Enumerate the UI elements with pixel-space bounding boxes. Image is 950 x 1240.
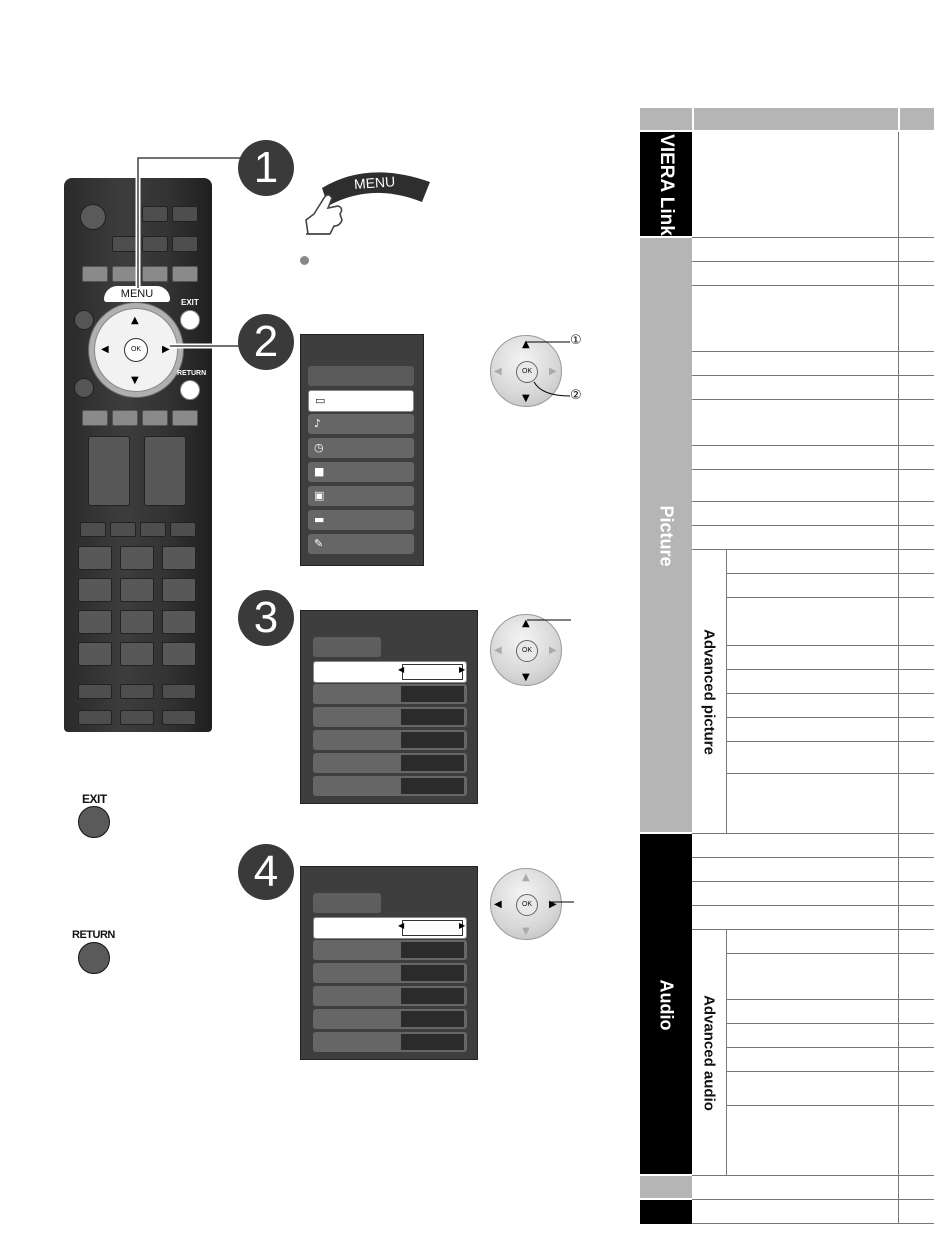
number-key-9[interactable] — [162, 610, 196, 634]
table-row-page — [898, 286, 934, 352]
pressing-hand-icon — [302, 190, 346, 242]
bottom-key-4[interactable] — [78, 710, 112, 725]
grey-key-6[interactable] — [112, 410, 138, 426]
sd-card-icon: ▣ — [314, 489, 325, 502]
step-1-number: 1 — [238, 140, 294, 196]
table-row-page — [898, 1200, 934, 1224]
category-separator — [640, 236, 692, 238]
table-row-page — [898, 1048, 934, 1072]
submenu-title-bar — [313, 893, 381, 913]
number-key-5[interactable] — [120, 578, 154, 602]
table-row-item — [726, 574, 898, 598]
number-key-10[interactable] — [78, 642, 112, 666]
right-arrow-icon[interactable]: ▶ — [162, 344, 170, 355]
table-row-page — [898, 834, 934, 858]
table-row-page — [898, 526, 934, 550]
table-row-page — [898, 502, 934, 526]
bottom-key-2[interactable] — [120, 684, 154, 699]
number-key-6[interactable] — [162, 578, 196, 602]
submenu-title-bar — [313, 637, 381, 657]
submenu-row[interactable] — [313, 986, 467, 1006]
table-row-item — [692, 352, 898, 376]
submenu-row[interactable] — [313, 684, 467, 704]
menu-items-table — [640, 108, 934, 1224]
table-row-page — [898, 1106, 934, 1176]
channel-rocker[interactable] — [144, 436, 186, 506]
submenu-row[interactable] — [313, 963, 467, 983]
row-value-box — [401, 778, 464, 794]
table-row-page — [898, 470, 934, 502]
subgroup-label: Advanced picture — [700, 628, 718, 755]
menu-item-audio[interactable] — [308, 414, 414, 434]
menu-item-cc[interactable] — [308, 510, 414, 530]
table-row-page — [898, 694, 934, 718]
return-key-label: RETURN — [72, 929, 115, 941]
pad-left-arrow-icon[interactable]: ◀ — [494, 899, 502, 910]
subgroup-label: Advanced audio — [700, 994, 718, 1111]
grey-key-8[interactable] — [172, 410, 198, 426]
number-key-4[interactable] — [78, 578, 112, 602]
value-left-arrow-icon[interactable]: ◀ — [398, 665, 405, 674]
callout-1: ① — [570, 333, 582, 348]
table-row-item — [726, 718, 898, 742]
submenu-row-selected[interactable] — [313, 917, 467, 939]
pad-ok-button[interactable]: OK — [516, 894, 538, 916]
table-row-page — [898, 1000, 934, 1024]
bottom-key-6[interactable] — [162, 710, 196, 725]
submenu-row[interactable] — [313, 1032, 467, 1052]
table-row-item — [692, 1176, 898, 1200]
submenu-row[interactable] — [313, 753, 467, 773]
pad-up-arrow-icon[interactable]: ▲ — [522, 872, 530, 883]
row-value-box — [401, 732, 464, 748]
value-right-arrow-icon[interactable]: ▶ — [459, 665, 466, 674]
selected-value-box — [402, 664, 466, 680]
table-header-category — [640, 108, 692, 130]
row-value-box — [401, 686, 464, 702]
category-grey-footer — [640, 1176, 692, 1200]
table-row-item — [726, 694, 898, 718]
table-row-page — [898, 352, 934, 376]
submenu-row-selected[interactable] — [313, 661, 467, 683]
row-value-box — [401, 988, 464, 1004]
submenu-row[interactable] — [313, 1009, 467, 1029]
category-picture — [640, 238, 692, 834]
pad-up-arrow-icon[interactable]: ▲ — [522, 618, 530, 629]
volume-rocker[interactable] — [88, 436, 130, 506]
bottom-key-1[interactable] — [78, 684, 112, 699]
up-arrow-icon[interactable]: ▲ — [131, 315, 139, 326]
category-separator — [640, 1174, 692, 1176]
table-row-item — [692, 502, 898, 526]
table-row-item — [726, 954, 898, 1000]
ok-button[interactable]: OK — [124, 338, 148, 362]
submenu-row[interactable] — [313, 776, 467, 796]
selected-value-box — [402, 920, 466, 936]
power-button[interactable] — [80, 204, 106, 230]
callout-2: ② — [570, 388, 582, 403]
small-key-2[interactable] — [110, 522, 136, 537]
exit-key[interactable] — [78, 806, 110, 838]
menu-key-text: MENU — [353, 173, 396, 193]
table-row-item — [692, 858, 898, 882]
table-row-item — [692, 1200, 898, 1224]
wrench-icon: ✎ — [314, 537, 324, 550]
table-row-page — [898, 262, 934, 286]
table-row-item — [692, 376, 898, 400]
small-key-3[interactable] — [140, 522, 166, 537]
table-row-item — [726, 774, 898, 834]
lock-icon: ■ — [314, 465, 325, 478]
pad-right-arrow-icon[interactable]: ▶ — [549, 366, 557, 377]
category-separator — [640, 832, 692, 834]
menu-item-setup[interactable] — [308, 534, 414, 554]
number-key-12[interactable] — [162, 642, 196, 666]
exit-key-label: EXIT — [82, 792, 107, 806]
category-label: Audio — [656, 979, 677, 1031]
table-row-item — [726, 930, 898, 954]
bottom-key-3[interactable] — [162, 684, 196, 699]
value-right-arrow-icon[interactable]: ▶ — [459, 921, 466, 930]
pad-down-arrow-icon[interactable]: ▼ — [522, 926, 530, 937]
pad-ok-button[interactable]: OK — [516, 361, 538, 383]
callout-line-step3 — [525, 614, 575, 626]
return-button[interactable] — [180, 380, 200, 400]
table-row-page — [898, 930, 934, 954]
return-label: RETURN — [177, 370, 207, 377]
grey-key-5[interactable] — [82, 410, 108, 426]
category-label: Picture — [656, 505, 677, 567]
small-key-4[interactable] — [170, 522, 196, 537]
menu-item-card[interactable] — [308, 486, 414, 506]
table-row-item — [692, 400, 898, 446]
pad-ok-button[interactable]: OK — [516, 640, 538, 662]
pad-left-arrow-icon[interactable]: ◀ — [494, 366, 502, 377]
number-key-8[interactable] — [120, 610, 154, 634]
table-header-page — [898, 108, 934, 130]
table-row-item — [726, 598, 898, 646]
pad-right-arrow-icon[interactable]: ▶ — [549, 645, 557, 656]
row-value-box — [401, 942, 464, 958]
table-row-page — [898, 132, 934, 238]
menu-title-bar — [308, 366, 414, 386]
step-3-number: 3 — [238, 590, 294, 646]
category-black-footer — [640, 1200, 692, 1224]
table-row-item — [726, 1072, 898, 1106]
submenu-row[interactable] — [313, 707, 467, 727]
pad-down-arrow-icon[interactable]: ▼ — [522, 393, 530, 404]
table-row-item — [692, 834, 898, 858]
side-button-lower[interactable] — [74, 378, 94, 398]
menu-item-picture[interactable] — [308, 390, 414, 412]
table-row-page — [898, 598, 934, 646]
table-row-page — [898, 400, 934, 446]
table-row-page — [898, 550, 934, 574]
picture-icon: ▭ — [315, 394, 326, 407]
category-separator — [640, 1198, 692, 1200]
number-key-0[interactable] — [120, 642, 154, 666]
row-value-box — [401, 1011, 464, 1027]
table-row-item — [726, 742, 898, 774]
pad-up-arrow-icon[interactable]: ▲ — [522, 339, 530, 350]
menu-item-lock[interactable] — [308, 462, 414, 482]
table-row-page — [898, 646, 934, 670]
table-row-page — [898, 906, 934, 930]
table-header-item — [692, 108, 898, 130]
subgroup-advanced-audio — [692, 930, 726, 1176]
category-label: VIERA Link — [656, 134, 677, 236]
cc-icon: ▬ — [314, 513, 325, 526]
table-row-item — [726, 1024, 898, 1048]
table-row-page — [898, 1176, 934, 1200]
table-row-page — [898, 376, 934, 400]
callout-line-step4 — [548, 896, 578, 908]
submenu-row[interactable] — [313, 730, 467, 750]
side-button-upper[interactable] — [74, 310, 94, 330]
exit-button[interactable] — [180, 310, 200, 330]
table-row-item — [726, 1000, 898, 1024]
table-row-item — [726, 1048, 898, 1072]
music-note-icon: ♪ — [314, 417, 322, 430]
picture-menu-screen-step3 — [300, 610, 478, 804]
number-key-3[interactable] — [162, 546, 196, 570]
table-row-page — [898, 238, 934, 262]
table-row-page — [898, 774, 934, 834]
table-row-item — [692, 882, 898, 906]
pad-right-arrow-icon[interactable]: ▶ — [549, 899, 557, 910]
category-viera-link — [640, 132, 692, 238]
table-row-page — [898, 882, 934, 906]
bottom-key-5[interactable] — [120, 710, 154, 725]
table-row-page — [898, 954, 934, 1000]
subgroup-advanced-picture — [692, 550, 726, 834]
menu-leader-line — [130, 150, 250, 290]
return-key[interactable] — [78, 942, 110, 974]
table-row-item — [692, 132, 898, 238]
table-row-item — [692, 262, 898, 286]
bullet-dot-icon — [300, 256, 309, 265]
table-row-page — [898, 858, 934, 882]
menu-button[interactable]: MENU — [104, 286, 170, 302]
table-row-item — [692, 906, 898, 930]
table-row-item — [726, 1106, 898, 1176]
number-key-1[interactable] — [78, 546, 112, 570]
small-key-1[interactable] — [80, 522, 106, 537]
row-value-box — [401, 755, 464, 771]
grey-key-1[interactable] — [82, 266, 108, 282]
exit-label: EXIT — [181, 298, 199, 307]
table-row-item — [726, 670, 898, 694]
number-key-2[interactable] — [120, 546, 154, 570]
table-row-page — [898, 670, 934, 694]
left-arrow-icon[interactable]: ◀ — [101, 344, 109, 355]
pad-left-arrow-icon[interactable]: ◀ — [494, 645, 502, 656]
main-menu-screen — [300, 334, 424, 566]
table-row-page — [898, 446, 934, 470]
table-row-item — [692, 526, 898, 550]
clock-icon: ◷ — [314, 441, 324, 454]
row-value-box — [401, 965, 464, 981]
down-arrow-icon[interactable]: ▼ — [131, 375, 139, 386]
value-left-arrow-icon[interactable]: ◀ — [398, 921, 405, 930]
table-row-item — [692, 238, 898, 262]
step-4-number: 4 — [238, 844, 294, 900]
picture-menu-screen-step4 — [300, 866, 478, 1060]
submenu-row[interactable] — [313, 940, 467, 960]
row-value-box — [401, 709, 464, 725]
table-row-item — [692, 286, 898, 352]
menu-item-timer[interactable] — [308, 438, 414, 458]
table-row-page — [898, 742, 934, 774]
table-row-page — [898, 574, 934, 598]
pad-down-arrow-icon[interactable]: ▼ — [522, 672, 530, 683]
table-row-item — [726, 646, 898, 670]
table-row-page — [898, 1024, 934, 1048]
category-audio — [640, 834, 692, 1176]
table-row-item — [692, 470, 898, 502]
row-value-box — [401, 1034, 464, 1050]
table-row-page — [898, 1072, 934, 1106]
grey-key-7[interactable] — [142, 410, 168, 426]
number-key-7[interactable] — [78, 610, 112, 634]
step-2-number: 2 — [238, 314, 294, 370]
table-row-page — [898, 718, 934, 742]
table-row-item — [692, 446, 898, 470]
table-row-item — [726, 550, 898, 574]
